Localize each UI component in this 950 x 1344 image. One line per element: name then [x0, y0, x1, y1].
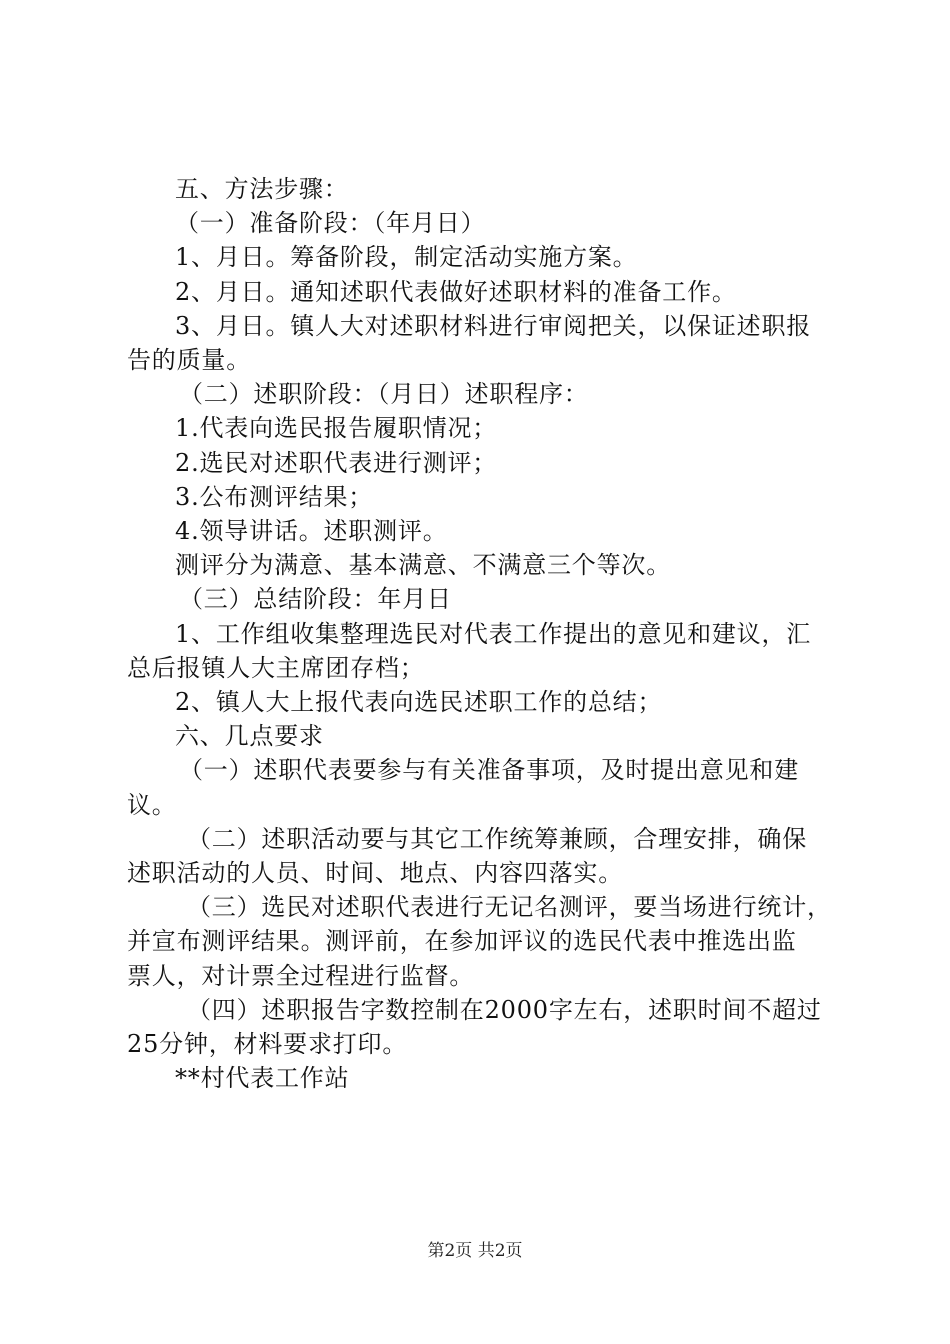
paragraph-line: 3、月日。镇人大对述职材料进行审阅把关，以保证述职报	[175, 311, 812, 340]
paragraph-line: （四）述职报告字数控制在2000字左右，述职时间不超过	[187, 995, 822, 1024]
paragraph-line: 票人，对计票全过程进行监督。	[127, 961, 475, 990]
paragraph-line: 1.代表向选民报告履职情况；	[175, 414, 498, 443]
paragraph-line: 并宣布测评结果。测评前，在参加评议的选民代表中推选出监	[127, 927, 797, 956]
paragraph-line: 1、月日。筹备阶段，制定活动实施方案。	[175, 243, 638, 272]
paragraph-line: 25分钟，材料要求打印。	[127, 1030, 408, 1059]
document-body	[127, 172, 837, 1095]
subheading-report-stage: （二）述职阶段：（月日）述职程序：	[179, 380, 589, 409]
paragraph-line: 4.领导讲话。述职测评。	[175, 517, 448, 546]
paragraph-line: 总后报镇人大主席团存档；	[127, 653, 425, 682]
paragraph-line: 1、工作组收集整理选民对代表工作提出的意见和建议，汇	[175, 619, 812, 648]
paragraph-line: 告的质量。	[127, 346, 251, 375]
signature-line: **村代表工作站	[175, 1064, 350, 1093]
paragraph-line: 2、镇人大上报代表向选民述职工作的总结；	[175, 688, 663, 717]
paragraph-line: 测评分为满意、基本满意、不满意三个等次。	[175, 551, 671, 580]
subheading-summary-stage: （三）总结阶段：年月日	[179, 585, 452, 614]
paragraph-line: 议。	[127, 790, 177, 819]
paragraph-line: （一）述职代表要参与有关准备事项，及时提出意见和建	[179, 756, 799, 785]
section-heading-requirements: 六、几点要求	[175, 722, 324, 751]
paragraph-line: 2、月日。通知述职代表做好述职材料的准备工作。	[175, 277, 737, 306]
paragraph-line: （二）述职活动要与其它工作统筹兼顾，合理安排，确保	[187, 824, 807, 853]
paragraph-line: 3.公布测评结果；	[175, 482, 374, 511]
paragraph-line: 述职活动的人员、时间、地点、内容四落实。	[127, 859, 623, 888]
page-number-footer: 第2页 共2页	[427, 1241, 523, 1261]
paragraph-line: （三）选民对述职代表进行无记名测评，要当场进行统计，	[187, 893, 832, 922]
paragraph-line: 2.选民对述职代表进行测评；	[175, 448, 498, 477]
section-heading-methods: 五、方法步骤：	[175, 175, 349, 203]
subheading-preparation: （一）准备阶段：（年月日）	[175, 209, 486, 238]
